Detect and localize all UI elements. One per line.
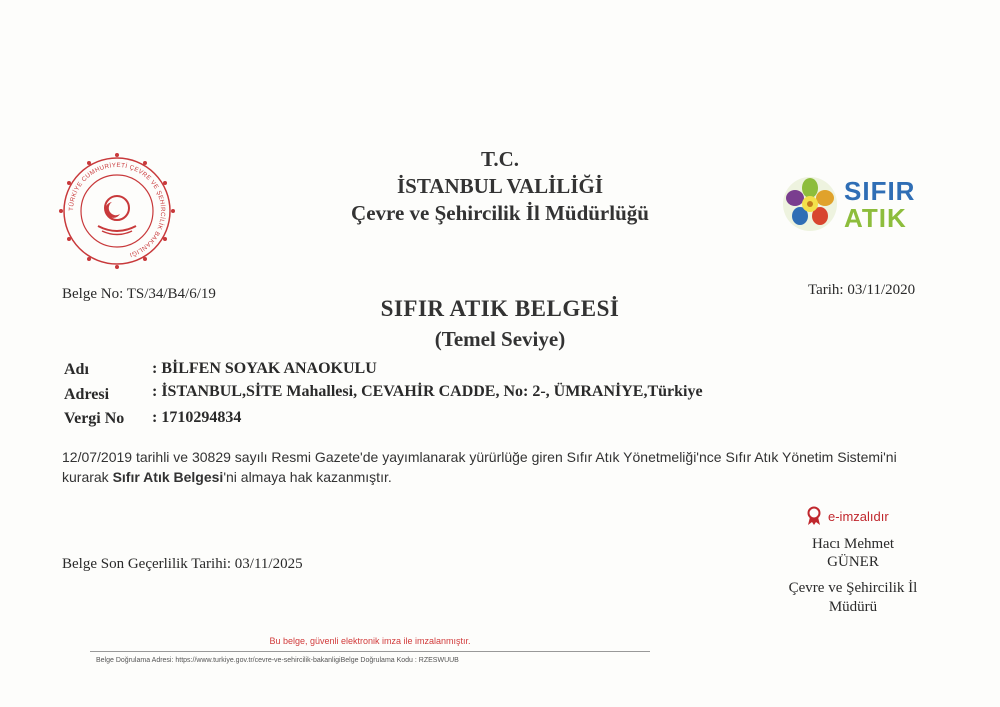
certificate-paragraph	[62, 447, 922, 487]
header-mudurluk: Çevre ve Şehircilik İl Müdürlüğü	[351, 201, 649, 225]
esign-label: e-imzalıdır	[828, 508, 889, 524]
issue-date: Tarih: 03/11/2020	[808, 282, 916, 298]
esign-badge	[806, 506, 889, 526]
paragraph-text-1: 12/07/2019 tarihli ve 30829 sayılı Resmi Gazete'de yayımlanarak yürürlüğe giren Sıfır Atık Yönetmeliği'nce Sıfır Atık Yönetim Sistemi'ni kurarak	[62, 449, 897, 485]
ribbon-icon	[806, 506, 822, 526]
sifir-atik-logo	[780, 172, 920, 236]
field-value-tax-no: : 1710294834	[152, 409, 242, 426]
field-value-address: : İSTANBUL,SİTE Mahallesi, CEVAHİR CADDE, No: 2-, ÜMRANİYE,Türkiye	[152, 383, 703, 400]
verification-footer: Belge Doğrulama Adresi: https://www.turkiye.gov.tr/cevre-ve-sehircilik-bakanligiBelge Doğrulama Kodu : RZESWUUB	[96, 657, 459, 664]
field-value-name: : BİLFEN SOYAK ANAOKULU	[152, 360, 377, 377]
ministry-seal	[58, 152, 176, 270]
flower-icon	[780, 172, 840, 236]
seal-ring-text: TÜRKİYE CUMHURİYETİ ÇEVRE VE ŞEHİRCİLİK BAKANLIĞI	[67, 161, 167, 259]
document-subtitle: (Temel Seviye)	[434, 327, 566, 351]
seal-stars	[59, 153, 175, 269]
header-tc: T.C.	[480, 147, 520, 171]
document-title: SIFIR ATIK BELGESİ	[380, 296, 620, 321]
signer-title-line1: Çevre ve Şehircilik İl	[788, 580, 918, 596]
signer-title-line2: Müdürü	[828, 599, 878, 615]
belge-no: Belge No: TS/34/B4/6/19	[62, 286, 216, 302]
field-label-address: Adresi	[64, 386, 110, 403]
footer-divider	[90, 651, 650, 652]
logo-line1: SIFIR	[844, 176, 916, 206]
header-valilik: İSTANBUL VALİLİĞİ	[396, 174, 603, 198]
paragraph-text-2: 'ni almaya hak kazanmıştır.	[223, 469, 392, 485]
svg-text:TÜRKİYE CUMHURİYETİ ÇEVRE VE Ş	[68, 162, 166, 258]
field-label-name: Adı	[64, 361, 89, 378]
signer-name-line1: Hacı Mehmet	[811, 536, 895, 552]
esign-note: Bu belge, güvenli elektronik imza ile imzalanmıştır.	[269, 636, 471, 646]
field-label-tax-no: Vergi No	[64, 410, 125, 427]
signer-name-line2: GÜNER	[827, 554, 879, 570]
validity-date: Belge Son Geçerlilik Tarihi: 03/11/2025	[62, 556, 303, 572]
paragraph-bold: Sıfır Atık Belgesi	[112, 469, 224, 485]
logo-line2: ATIK	[844, 203, 907, 233]
